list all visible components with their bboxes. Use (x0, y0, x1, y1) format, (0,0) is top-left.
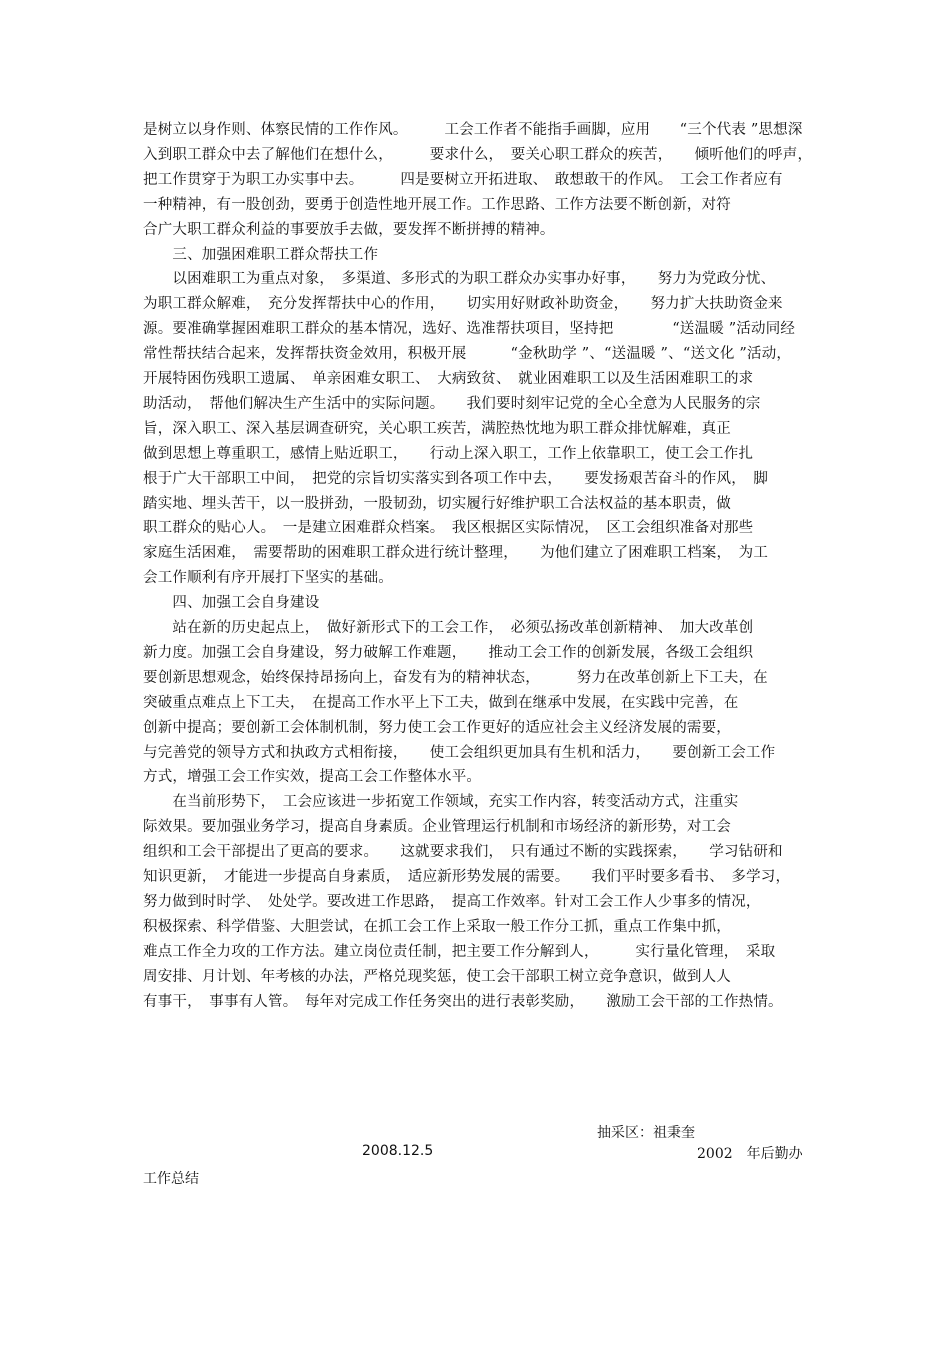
text-line: 要创新思想观念，始终保持昂扬向上，奋发有为的精神状态， 努力在改革创新上下工夫，在 (143, 669, 768, 686)
text-line: 四、加强工会自身建设 (143, 595, 320, 612)
text-line: 努力做到时时学、 处处学。要改进工作思路， 提高工作效率。针对工会工作人少事多的情况， (143, 893, 761, 910)
text-line: 有事干， 事事有人管。 每年对完成工作任务突出的进行表彰奖励， 激励工会干部的工作热情。 (143, 993, 783, 1010)
next-document-title-continued: 工作总结 (143, 1171, 199, 1187)
text-line: 站在新的历史起点上， 做好新形式下的工会工作， 必须弘扬改革创新精神、 加大改革创 (143, 620, 754, 636)
date: 2008.12.5 (362, 1143, 434, 1159)
text-line: 知识更新， 才能进一步提高自身素质， 适应新形势发展的需要。 我们平时要多看书、 多学习， (143, 869, 791, 885)
text-line: 是树立以身作则、体察民情的工作作风。 工会工作者不能指手画脚，应用 “三个代表 ”思想深 (143, 122, 803, 138)
text-line: 突破重点难点上下工夫， 在提高工作水平上下工夫，做到在继承中发展，在实践中完善，在 (143, 694, 739, 711)
text-line: 积极探索、科学借鉴、大胆尝试，在抓工会工作上采取一般工作分工抓，重点工作集中抓， (143, 918, 731, 935)
text-line: 职工群众的贴心人。 一是建立困难群众档案。 我区根据区实际情况， 区工会组织准备对那些 (143, 520, 754, 537)
text-line: 三、加强困难职工群众帮扶工作 (143, 246, 379, 263)
text-line: 以困难职工为重点对象， 多渠道、多形式的为职工群众办实事办好事， 努力为党政分忧、 (143, 271, 776, 288)
text-line: 常性帮扶结合起来，发挥帮扶资金效用，积极开展 “金秋助学 ”、“送温暖 ”、“送文化 ”活动， (143, 346, 792, 363)
text-line: 一种精神，有一股创劲，要勇于创造性地开展工作。工作思路、工作方法要不断创新，对符 (143, 196, 731, 213)
text-line: 合广大职工群众利益的事要放手去做，要发挥不断拼搏的精神。 (143, 221, 555, 238)
text-line: 做到思想上尊重职工，感情上贴近职工， 行动上深入职工，工作上依靠职工，使工会工作扎 (143, 445, 754, 462)
text-line: 源。要准确掌握困难职工群众的基本情况，选好、选准帮扶项目，坚持把 “送温暖 ”活动同经 (143, 321, 796, 338)
text-line: 入到职工群众中去了解他们在想什么， 要求什么， 要关心职工群众的疾苦， 倾听他们的呼声， (143, 146, 813, 163)
text-line: 把工作贯穿于为职工办实事中去。 四是要树立开拓进取、 敢想敢干的作风。 工会工作者应有 (143, 171, 783, 188)
text-line: 开展特困伤残职工遗属、 单亲困难女职工、 大病致贫、 就业困难职工以及生活困难职工的求 (143, 371, 754, 387)
text-line: 方式，增强工会工作实效，提高工会工作整体水平。 (143, 769, 482, 786)
signature: 抽采区：祖秉奎 (597, 1125, 695, 1141)
text-line: 创新中提高；要创新工会体制机制，努力使工会工作更好的适应社会主义经济发展的需要， (143, 719, 731, 736)
text-line: 际效果。要加强业务学习，提高自身素质。企业管理运行机制和市场经济的新形势，对工会 (143, 819, 731, 836)
text-line: 新力度。加强工会自身建设，努力破解工作难题， 推动工会工作的创新发展，各级工会组织 (143, 644, 754, 661)
text-line: 踏实地、埋头苦干，以一股拼劲，一股韧劲，切实履行好维护职工合法权益的基本职责，做 (143, 495, 731, 512)
text-line: 助活动， 帮他们解决生产生活中的实际问题。 我们要时刻牢记党的全心全意为人民服务的宗 (143, 395, 761, 412)
text-line: 会工作顺利有序开展打下坚实的基础。 (143, 570, 393, 587)
text-line: 为职工群众解难， 充分发挥帮扶中心的作用， 切实用好财政补助资金， 努力扩大扶助资金来 (143, 296, 783, 313)
text-line: 旨，深入职工、深入基层调查研究，关心职工疾苦，满腔热忱地为职工群众排忧解难，真正 (143, 420, 731, 437)
text-line: 在当前形势下， 工会应该进一步拓宽工作领域，充实工作内容，转变活动方式，注重实 (143, 794, 739, 811)
text-line: 难点工作全力攻的工作方法。建立岗位责任制，把主要工作分解到人， 实行量化管理， 采取 (143, 943, 776, 960)
text-line: 根于广大干部职工中间， 把党的宗旨切实落实到各项工作中去， 要发扬艰苦奋斗的作风， 脚 (143, 470, 769, 487)
next-document-title: 2002 年后勤办 (697, 1146, 803, 1162)
text-line: 与完善党的领导方式和执政方式相衔接， 使工会组织更加具有生机和活力， 要创新工会工作 (143, 744, 776, 761)
text-line: 周安排、月计划、年考核的办法，严格兑现奖惩，使工会干部职工树立竞争意识，做到人人 (143, 968, 731, 985)
text-line: 组织和工会干部提出了更高的要求。 这就要求我们， 只有通过不断的实践探索， 学习钻研和 (143, 844, 783, 861)
text-line: 家庭生活困难， 需要帮助的困难职工群众进行统计整理， 为他们建立了困难职工档案， 为工 (143, 545, 769, 562)
